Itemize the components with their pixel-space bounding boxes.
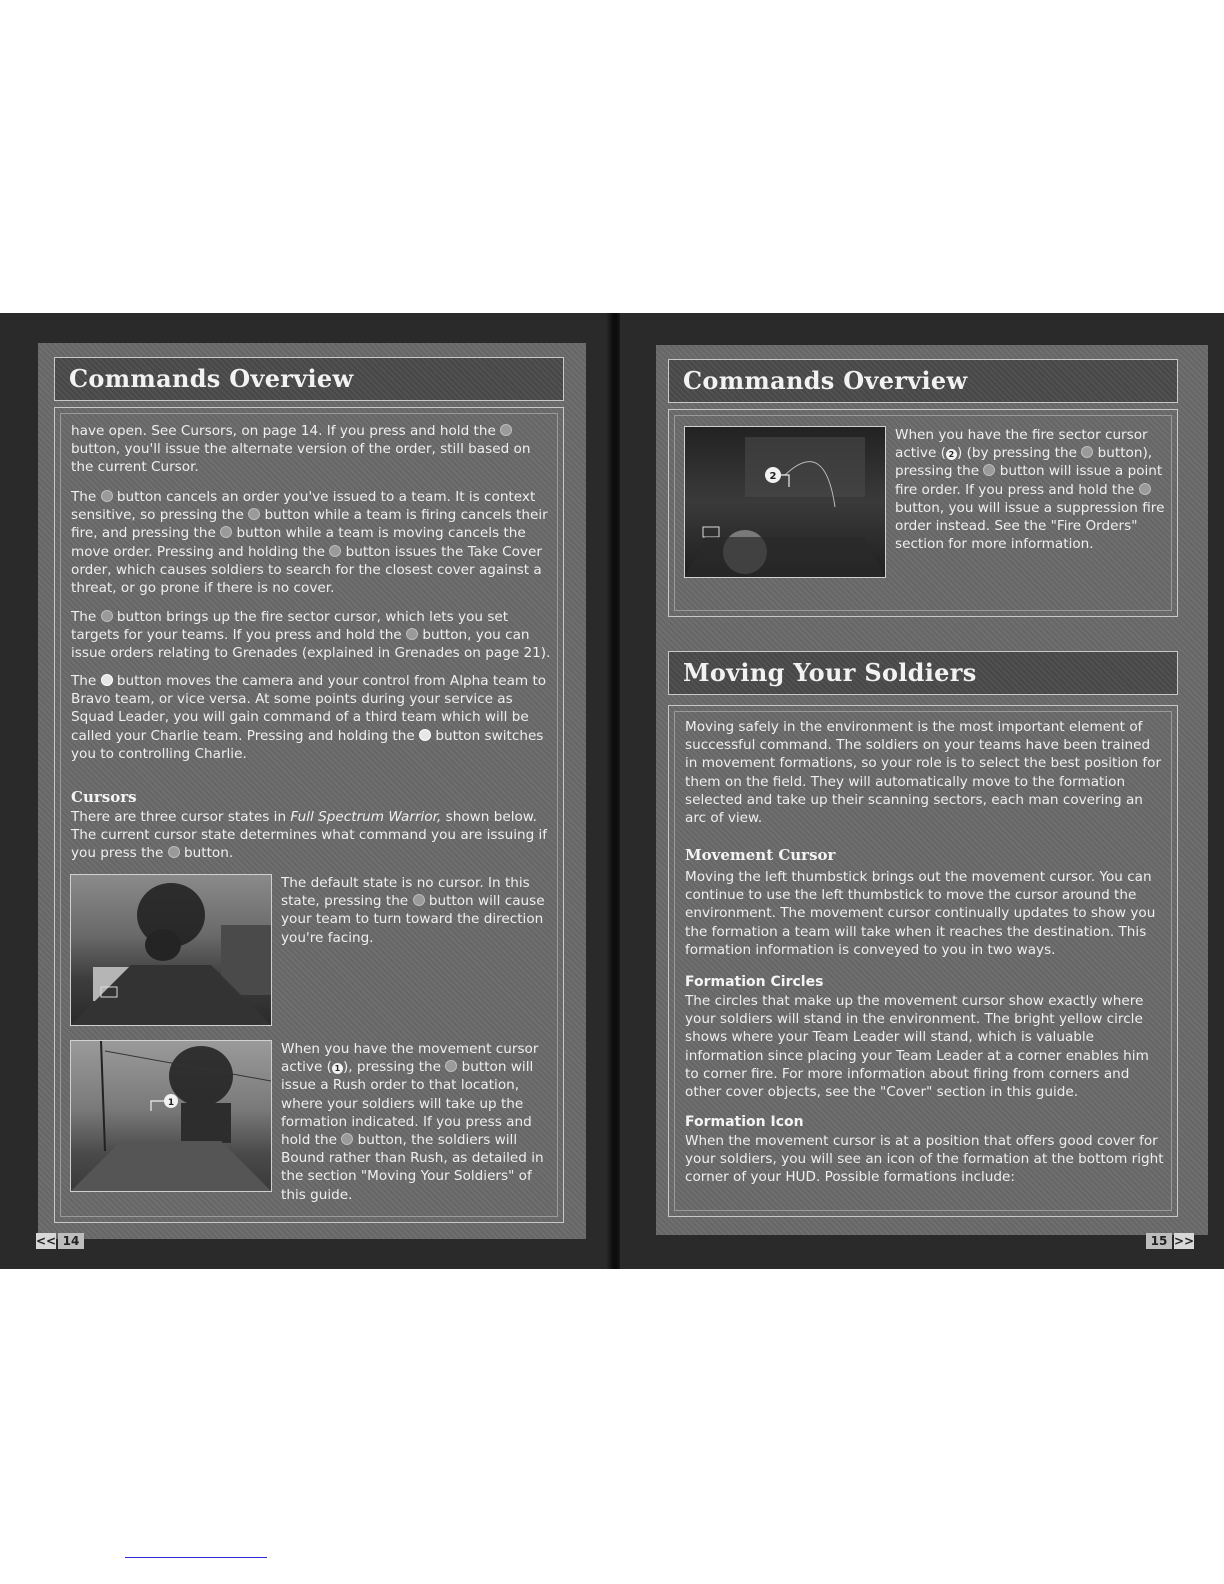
left-title-bar — [54, 357, 564, 401]
y-button-icon — [419, 729, 431, 741]
svg-text:1: 1 — [167, 1098, 175, 1108]
b-button-icon — [220, 526, 232, 538]
manual-spread — [0, 313, 1224, 1269]
movement-state-text: When you have the movement cursor active ( 1 ), pressing the button will issue a Rush order to that location, where your soldiers will take up the formation indicated. If you press and hold the button, the soldiers will Bound rather than Rush, as detailed in the section "Moving Your Soldiers" of this guide. — [281, 1041, 544, 1203]
paragraph-2: The button cancels an order you've issued to a team. It is context sensitive, so pressing the button while a team is firing cancels their fire, and pressing the button while a team is moving cancels the move order. Pressing and holding the button issues the Take Cover order, which causes soldiers to search for the closest cover against a threat, or go prone if there is no cover. — [71, 489, 548, 597]
left-page — [0, 313, 612, 1269]
right-page — [620, 313, 1224, 1269]
formation-circles-heading: Formation Circles — [685, 974, 824, 990]
game-scene-image — [685, 427, 885, 577]
svg-text:2: 2 — [769, 471, 777, 482]
right-title-bar — [668, 359, 1178, 403]
moving-soldiers-title-bar — [668, 651, 1178, 695]
paragraph-4: The button moves the camera and your control from Alpha team to Bravo team, or vice versa. At some points during your service as Squad Leader, you will gain command of a third team which will be called your Charlie team. Pressing and holding the button switches you to controlling Charlie. — [71, 673, 547, 762]
section-title: Moving Your Soldiers — [683, 658, 977, 687]
a-button-icon — [983, 464, 995, 476]
default-state-screenshot — [70, 874, 272, 1026]
movement-cursor-heading: Movement Cursor — [685, 846, 836, 864]
page-number: 15 — [1146, 1233, 1172, 1249]
page-title: Commands Overview — [683, 366, 968, 395]
x-button-icon — [101, 610, 113, 622]
prev-page-arrow[interactable]: << — [36, 1234, 57, 1248]
a-button-icon — [341, 1133, 353, 1145]
a-button-icon — [413, 894, 425, 906]
game-scene-image — [71, 875, 271, 1025]
fire-sector-box — [668, 409, 1178, 617]
movement-cursor-text: Moving the left thumbstick brings out the movement cursor. You can continue to use the left thumbstick to move the cursor around the environment. The movement cursor continually updates to show you the formation a team will take when it reaches the destination. This formation information is conveyed to you in two ways. — [685, 869, 1156, 958]
y-button-icon — [101, 674, 113, 686]
default-state-text: The default state is no cursor. In this state, pressing the button will cause your team to turn toward the direction you're facing. — [281, 875, 545, 946]
page-title: Commands Overview — [69, 364, 354, 393]
formation-circles-text: The circles that make up the movement cursor show exactly where your soldiers will stand in the environment. The bright yellow circle shows where your Team Leader will stand, which is valuable information since placing your Team Leader at a corner enables him to corner fire. For more information about firing from corners and other cover objects, see the "Cover" section in this guide. — [685, 993, 1149, 1101]
cursors-text: There are three cursor states in Full Spectrum Warrior, shown below. The current cursor state determines what command you are issuing if you press the button. — [71, 809, 548, 862]
left-content-panel — [38, 343, 586, 1239]
a-button-icon — [168, 846, 180, 858]
formation-icon-text: When the movement cursor is at a position that offers good cover for your soldiers, you will see an icon of the formation at the bottom right corner of your HUD. Possible formations include: — [685, 1133, 1164, 1186]
moving-soldiers-box — [668, 705, 1178, 1217]
movement-cursor-screenshot — [70, 1040, 272, 1192]
left-text-box — [54, 407, 564, 1223]
game-scene-image — [71, 1041, 271, 1191]
paragraph-3: The button brings up the fire sector cursor, which lets you set targets for your teams. If you press and hold the button, you can issue orders relating to Grenades (explained in Grenades on page 21). — [71, 609, 551, 662]
a-button-icon — [1139, 483, 1151, 495]
right-page-number — [1146, 1233, 1194, 1249]
x-button-icon — [1081, 446, 1093, 458]
fire-sector-text: When you have the fire sector cursor active ( 2 ) (by pressing the button), pressing the button will issue a point fire order. If you press and hold the button, you will issue a suppression fire order instead. See the "Fire Orders" section for more information. — [895, 427, 1165, 553]
x-button-icon — [406, 628, 418, 640]
a-button-icon — [445, 1060, 457, 1072]
intro-text: Moving safely in the environment is the most important element of successful command. The soldiers on your teams have been trained in movement formations, so your role is to select the best position for them on the field. They will automatically move to the formation selected and take up their scanning sectors, each man covering an arc of view. — [685, 719, 1162, 827]
a-button-icon — [500, 424, 512, 436]
page-number: 14 — [58, 1233, 84, 1249]
next-page-arrow[interactable]: >> — [1174, 1234, 1195, 1248]
underline-rule — [125, 1557, 267, 1558]
paragraph-1: have open. See Cursors, on page 14. If you press and hold the button, you'll issue the alternate version of the order, still based on the current Cursor. — [71, 423, 531, 476]
formation-icon-heading: Formation Icon — [685, 1114, 804, 1130]
b-button-icon — [329, 545, 341, 557]
b-button-icon — [248, 508, 260, 520]
cursors-heading: Cursors — [71, 788, 137, 806]
left-page-number — [36, 1233, 84, 1249]
fire-sector-screenshot — [684, 426, 886, 578]
right-content-panel — [656, 345, 1208, 1235]
b-button-icon — [101, 490, 113, 502]
cursor-2-icon: 2 — [946, 449, 957, 460]
cursor-1-icon: 1 — [332, 1063, 343, 1074]
